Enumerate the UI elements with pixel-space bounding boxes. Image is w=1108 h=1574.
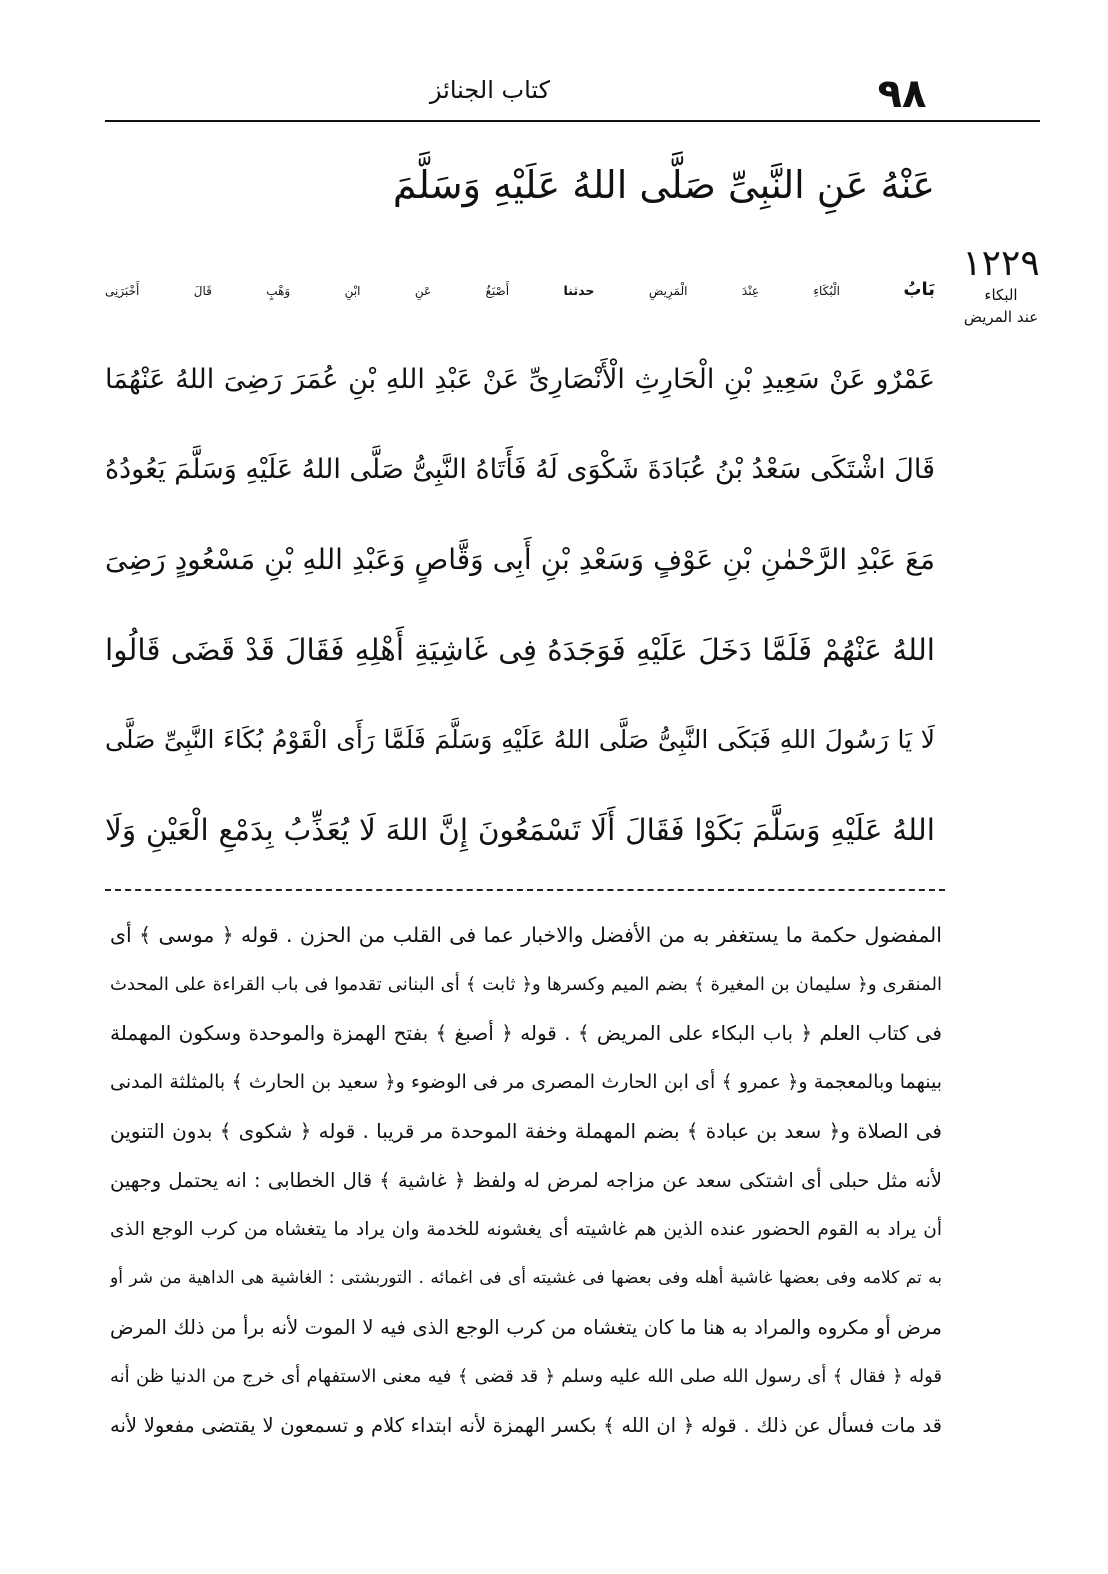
- commentary-line: به تم كلامه وفى بعضها غاشية أهله وفى بعضها فى غشيته أى فى اغمائه . التوربشتى : الغاشية هى الداهية من شر أو: [110, 1268, 942, 1288]
- commentary-line: مرض أو مكروه والمراد به هنا ما كان يتغشاه من كرب الوجع الذى فيه لا الموت لأنه برأ من ذلك المرض: [110, 1316, 942, 1339]
- commentary-line: المنقرى و﴿ سليمان بن المغيرة ﴾ بضم الميم وكسرها و﴿ ثابت ﴾ أى البنانى تقدموا فى باب القراءة على المحدث: [110, 974, 942, 995]
- margin-chapter-label-2: عند المريض: [963, 308, 1039, 326]
- commentary-text: [110, 911, 942, 1450]
- chapter-title: الْبُكَاءِ عِنْدَ الْمَرِيضِ: [648, 284, 840, 298]
- bab-label: بَابُ: [903, 279, 935, 300]
- commentary-line: المفضول حكمة ما يستغفر به من الأفضل والاخبار عما فى القلب من الحزن . قوله ﴿ موسى ﴾ أى: [110, 923, 942, 947]
- main-text-line: اللهُ عَنْهُمْ فَلَمَّا دَخَلَ عَلَيْهِ فَوَجَدَهُ فِى غَاشِيَةِ أَهْلِهِ فَقَالَ قَدْ قَضَى قَالُوا: [105, 633, 935, 667]
- main-text-line: مَعَ عَبْدِ الرَّحْمٰنِ بْنِ عَوْفٍ وَسَعْدِ بْنِ أَبِى وَقَّاصٍ وَعَبْدِ اللهِ بْنِ مَسْعُودٍ رَضِىَ: [105, 543, 935, 576]
- main-text-line: عَمْرٌو عَنْ سَعِيدِ بْنِ الْحَارِثِ الْأَنْصَارِىِّ عَنْ عَبْدِ اللهِ بْنِ عُمَرَ رَضِىَ اللهُ عَنْهُمَا: [105, 364, 935, 395]
- book-title: كتاب الجنائز: [429, 76, 551, 104]
- main-text-line: اللهُ عَلَيْهِ وَسَلَّمَ بَكَوْا فَقَالَ أَلَا تَسْمَعُونَ إِنَّ اللهَ لَا يُعَذِّبُ بِدَمْعِ الْعَيْنِ وَلَا: [105, 813, 935, 847]
- commentary-line: بينهما وبالمعجمة و﴿ عمرو ﴾ أى ابن الحارث المصرى مر فى الوضوء و﴿ سعيد بن الحارث ﴾ بالمثلثة المدنى: [110, 1071, 942, 1093]
- main-text-line: لَا يَا رَسُولَ اللهِ فَبَكَى النَّبِىُّ صَلَّى اللهُ عَلَيْهِ وَسَلَّمَ فَلَمَّا رَأَى الْقَوْمُ بُكَاءَ النَّبِىِّ صَلَّى: [105, 725, 935, 754]
- commentary-line: لأنه مثل حبلى أى اشتكى سعد عن مزاجه لمرض له ولفظ ﴿ غاشية ﴾ قال الخطابى : انه يحتمل وجهين: [110, 1169, 942, 1192]
- margin-chapter-label-1: البكاء: [984, 286, 1018, 304]
- main-text-line: قَالَ اشْتَكَى سَعْدُ بْنُ عُبَادَةَ شَكْوَى لَهُ فَأَتَاهُ النَّبِىُّ صَلَّى اللهُ عَلَيْهِ وَسَلَّمَ يَعُودُهُ: [105, 454, 935, 485]
- chapter-heading-line: [105, 245, 935, 335]
- commentary-line: قوله ﴿ فقال ﴾ أى رسول الله صلى الله عليه وسلم ﴿ قد قضى ﴾ فيه معنى الاستفهام أى خرج من الدنيا ظن أنه: [110, 1366, 942, 1387]
- hadith-number: ١٢٢٩: [962, 243, 1040, 284]
- page-number: ٩٨: [877, 71, 927, 117]
- footnote-separator: [105, 889, 945, 891]
- commentary-line: أن يراد به القوم الحضور عنده الذين هم غاشيته أى يغشونه للخدمة وان يراد ما يتغشاه من كرب الوجع الذى: [110, 1219, 942, 1240]
- commentary-line: فى الصلاة و﴿ سعد بن عبادة ﴾ بضم المهملة وخفة الموحدة مر قريبا . قوله ﴿ شكوى ﴾ بدون التنوين: [110, 1119, 942, 1143]
- header-rule: [105, 120, 1040, 122]
- main-text-line: عَنْهُ عَنِ النَّبِىِّ صَلَّى اللهُ عَلَيْهِ وَسَلَّمَ: [392, 163, 935, 207]
- haddathana-label: حدثنا: [563, 283, 595, 298]
- commentary-line: قد مات فسأل عن ذلك . قوله ﴿ ان الله ﴾ بكسر الهمزة لأنه ابتداء كلام و تسمعون لا يقتضى مفعولا لأنه: [110, 1414, 942, 1437]
- chapter-heading-rest: أَصْبَغُ عَنِ ابْنِ وَهْبٍ قَالَ أَخْبَرَنِى: [105, 284, 510, 298]
- commentary-line: فى كتاب العلم ﴿ باب البكاء على المريض ﴾ . قوله ﴿ أصبغ ﴾ بفتح الهمزة والموحدة وسكون المهملة: [110, 1021, 942, 1045]
- main-hadith-text: [105, 140, 935, 875]
